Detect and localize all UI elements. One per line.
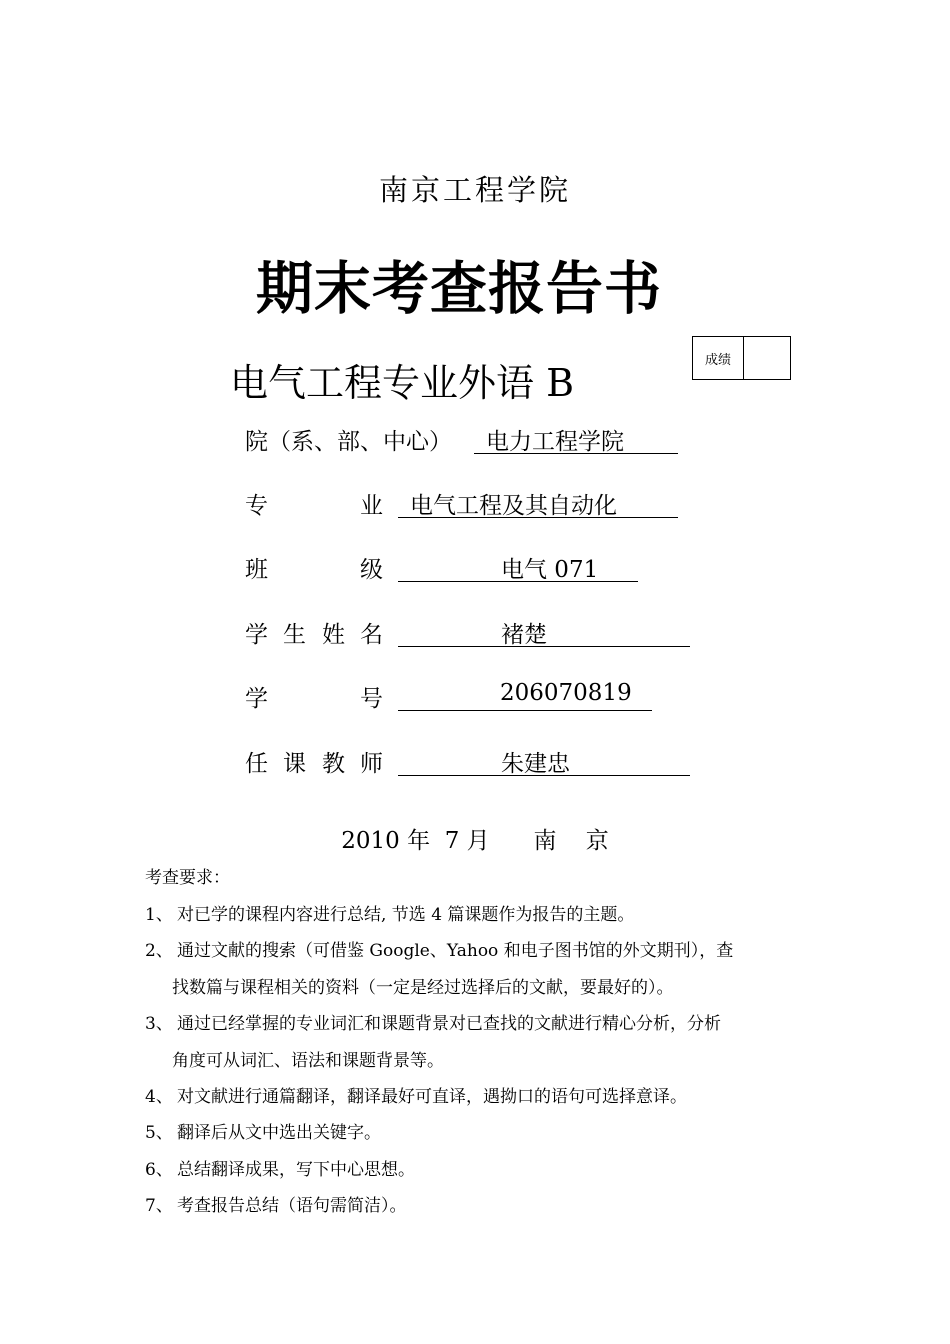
requirement-item-continued: 角度可从词汇、语法和课题背景等。	[172, 1051, 444, 1071]
field-value-line	[398, 680, 652, 711]
document-title: 期末考查报告书	[256, 256, 662, 322]
field-value: 褚楚	[501, 622, 547, 648]
school-name: 南京工程学院	[378, 173, 571, 207]
grade-label: 成绩	[693, 337, 744, 379]
field-value-line	[398, 745, 690, 776]
grade-value	[744, 337, 790, 379]
requirements-title: 考查要求：	[145, 868, 230, 888]
field-value-line	[474, 423, 678, 454]
field-value: 电气工程及其自动化	[410, 493, 617, 519]
course-name: 电气工程专业外语 B	[230, 361, 575, 405]
requirement-item-continued: 找数篇与课程相关的资料（一定是经过选择后的文献，要最好的）。	[172, 978, 674, 998]
date-location: 2010 年 7 月 南 京	[341, 828, 609, 854]
field-value: 电力工程学院	[486, 429, 624, 455]
field-value-line	[398, 551, 638, 582]
field-value-line	[398, 616, 690, 647]
field-value: 电气 071	[501, 557, 599, 583]
field-value-line	[398, 487, 678, 518]
grade-box	[692, 336, 791, 380]
field-value: 206070819	[500, 680, 632, 706]
field-value: 朱建忠	[501, 751, 570, 777]
